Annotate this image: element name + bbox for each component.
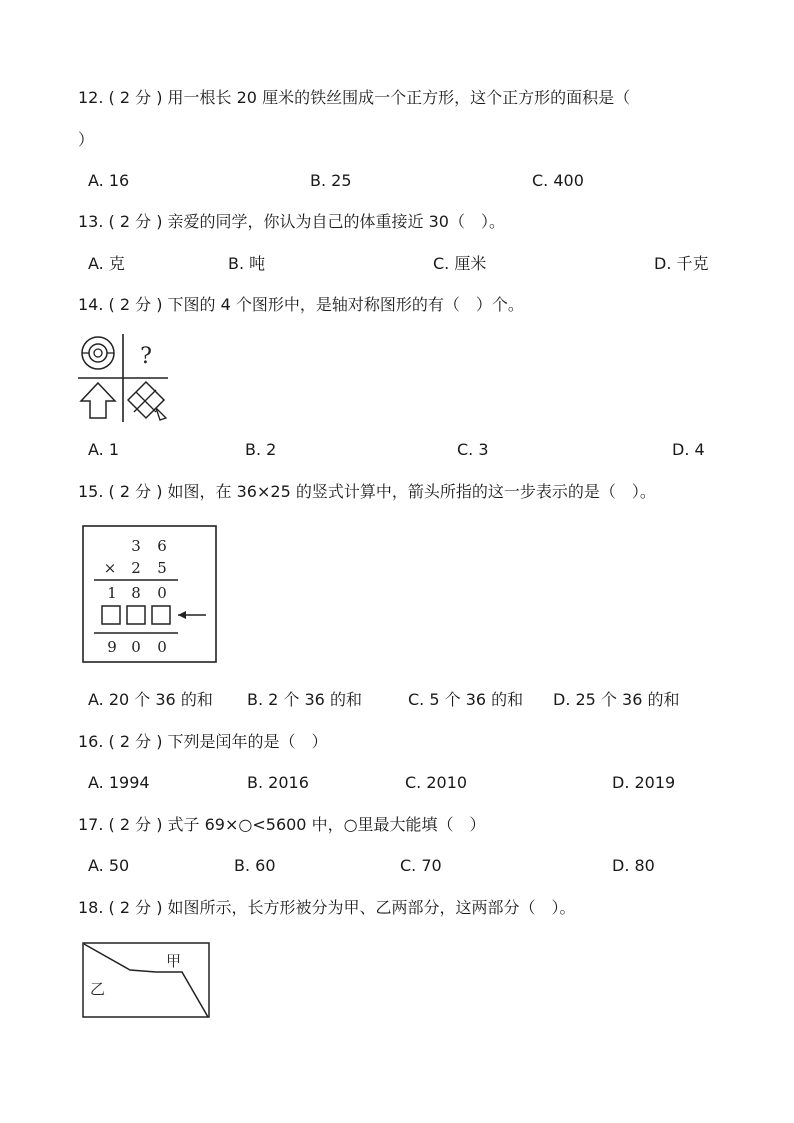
question-16-stem: 16. ( 2 分 ) 下列是闰年的是（ ） [78, 732, 328, 751]
question-14-option-c[interactable]: C. 3 [457, 440, 489, 459]
symmetry-figures [76, 332, 172, 424]
target-figure [82, 337, 114, 369]
blank-box [152, 606, 170, 624]
calc-digit: 0 [157, 584, 167, 602]
question-14-option-b[interactable]: B. 2 [245, 440, 277, 459]
calc-digit: 3 [131, 537, 141, 555]
blank-box [102, 606, 120, 624]
question-13-option-a[interactable]: A. 克 [88, 254, 125, 273]
question-14-option-a[interactable]: A. 1 [88, 440, 120, 459]
calc-digit: 8 [131, 584, 141, 602]
question-13-option-d[interactable]: D. 千克 [654, 254, 709, 273]
question-15-option-c[interactable]: C. 5 个 36 的和 [408, 690, 524, 709]
calc-digit: 6 [157, 537, 167, 555]
question-16-option-a[interactable]: A. 1994 [88, 773, 150, 792]
calc-digit: 0 [131, 638, 141, 656]
question-15-option-d[interactable]: D. 25 个 36 的和 [553, 690, 680, 709]
arrow-figure [81, 383, 115, 418]
divided-rectangle-figure [82, 942, 212, 1020]
question-15-option-b[interactable]: B. 2 个 36 的和 [247, 690, 362, 709]
question-17-option-a[interactable]: A. 50 [88, 856, 130, 875]
vertical-multiplication-figure [82, 525, 218, 665]
diamond-figure [128, 382, 166, 420]
question-17-option-b[interactable]: B. 60 [234, 856, 276, 875]
question-13-stem: 13. ( 2 分 ) 亲爱的同学，你认为自己的体重接近 30（ ）。 [78, 212, 505, 231]
question-15-option-a[interactable]: A. 20 个 36 的和 [88, 690, 213, 709]
question-13-option-c[interactable]: C. 厘米 [433, 254, 487, 273]
question-12-stem: 12. ( 2 分 ) 用一根长 20 厘米的铁丝围成一个正方形，这个正方形的面积是（ [78, 88, 631, 107]
calc-digit: 2 [131, 559, 141, 577]
question-12-option-c[interactable]: C. 400 [532, 171, 584, 190]
calc-operator: × [103, 559, 117, 577]
calc-digit: 9 [107, 638, 117, 656]
question-17-option-c[interactable]: C. 70 [400, 856, 442, 875]
question-16-option-c[interactable]: C. 2010 [405, 773, 468, 792]
question-12-stem-continued: ） [78, 130, 95, 149]
question-12-option-b[interactable]: B. 25 [310, 171, 352, 190]
region-label-yi: 乙 [90, 980, 106, 998]
question-16-option-b[interactable]: B. 2016 [247, 773, 309, 792]
question-16-option-d[interactable]: D. 2019 [612, 773, 676, 792]
question-mark-figure: ? [140, 344, 152, 369]
question-18-stem: 18. ( 2 分 ) 如图所示，长方形被分为甲、乙两部分，这两部分（ ）。 [78, 898, 576, 917]
calc-digit: 1 [107, 584, 117, 602]
blank-box [127, 606, 145, 624]
question-13-option-b[interactable]: B. 吨 [228, 254, 266, 273]
question-14-stem: 14. ( 2 分 ) 下图的 4 个图形中，是轴对称图形的有（ ）个。 [78, 295, 524, 314]
question-14-option-d[interactable]: D. 4 [672, 440, 705, 459]
question-15-stem: 15. ( 2 分 ) 如图，在 36×25 的竖式计算中，箭头所指的这一步表示的是（ ）。 [78, 482, 656, 501]
calc-digit: 0 [157, 638, 167, 656]
calc-digit: 5 [157, 559, 167, 577]
question-12-option-a[interactable]: A. 16 [88, 171, 130, 190]
question-17-stem: 17. ( 2 分 ) 式子 69×○<5600 中，○里最大能填（ ） [78, 815, 486, 834]
question-17-option-d[interactable]: D. 80 [612, 856, 655, 875]
region-label-jia: 甲 [166, 952, 182, 970]
